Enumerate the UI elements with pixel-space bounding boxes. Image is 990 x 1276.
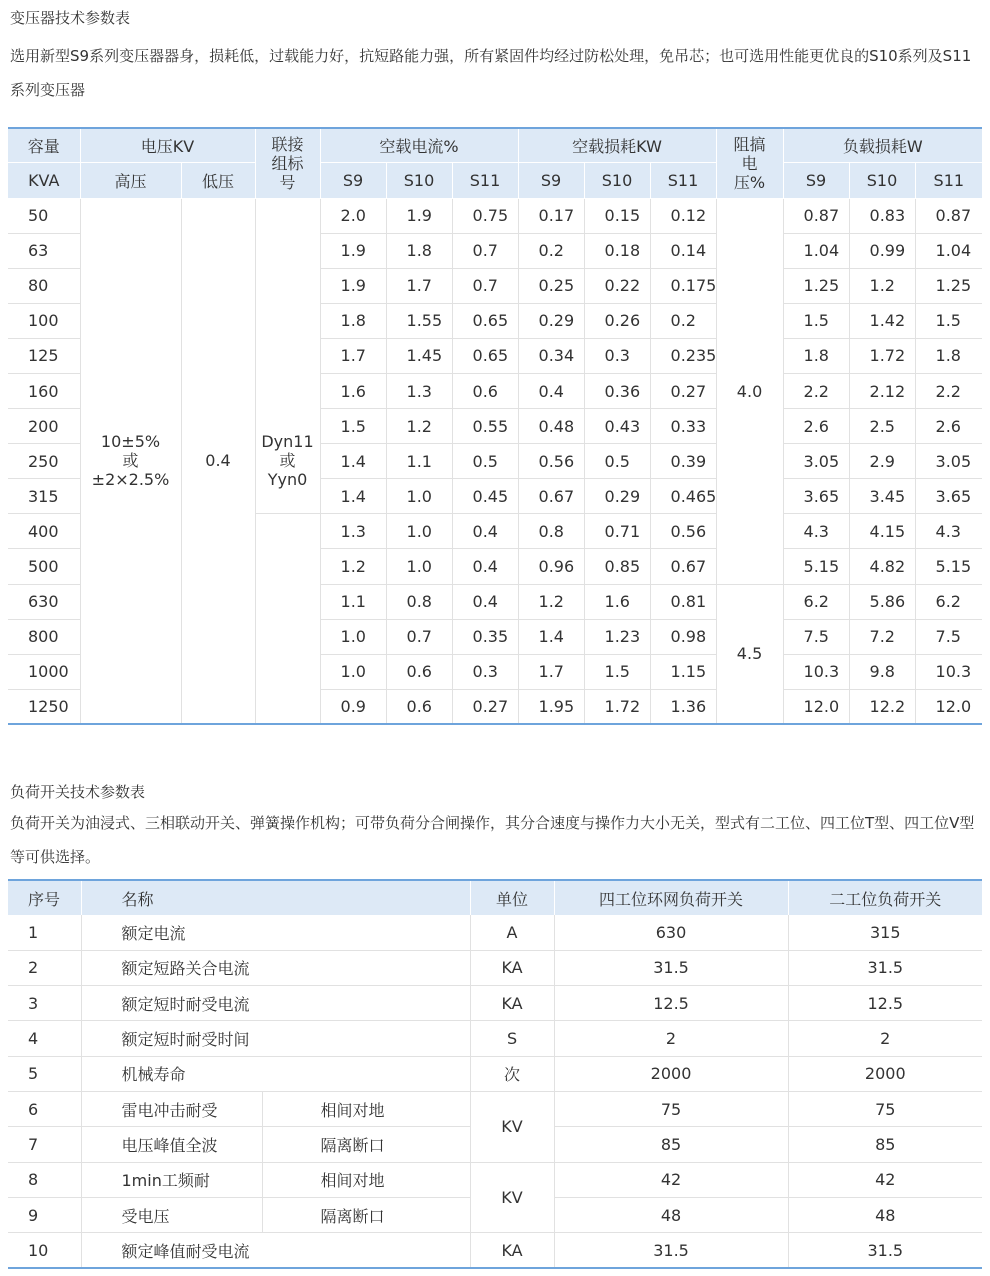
value-n10: 0.15	[584, 198, 650, 233]
value-n11: 0.2	[650, 303, 716, 338]
value-c9: 1.4	[320, 444, 386, 479]
value-l10: 1.42	[849, 303, 915, 338]
capacity-cell: 80	[8, 268, 80, 303]
value-n9: 1.4	[518, 619, 584, 654]
value-c11: 0.4	[452, 584, 518, 619]
switch-name-cell: 额定峰值耐受电流	[81, 1233, 470, 1268]
switch-row	[8, 1162, 982, 1197]
value-l10: 4.82	[849, 549, 915, 584]
switch-name-cell: 雷电冲击耐受	[81, 1091, 262, 1126]
value-c10: 1.0	[386, 514, 452, 549]
value-n10: 0.3	[584, 338, 650, 373]
value-n9: 0.34	[518, 338, 584, 373]
value-l9: 3.65	[783, 479, 849, 514]
capacity-cell: 160	[8, 373, 80, 408]
value-c10: 1.0	[386, 549, 452, 584]
value-c10: 1.1	[386, 444, 452, 479]
value-l10: 2.12	[849, 373, 915, 408]
switch-unit-cell: KV	[470, 1091, 554, 1162]
value-c10: 0.7	[386, 619, 452, 654]
high-voltage-line: 或	[122, 451, 139, 471]
switch-row	[8, 1233, 982, 1268]
value-c9: 1.1	[320, 584, 386, 619]
header-load-s9: S9	[783, 162, 849, 198]
value-l11: 3.05	[915, 444, 982, 479]
value-l10: 5.86	[849, 584, 915, 619]
value-c10: 0.8	[386, 584, 452, 619]
value-l11: 4.3	[915, 514, 982, 549]
value-n11: 0.56	[650, 514, 716, 549]
switch-name-cell: 额定短路关合电流	[81, 950, 470, 985]
switch-no-cell: 10	[28, 1240, 49, 1260]
value-l11: 0.87	[915, 198, 982, 233]
capacity-cell: 200	[8, 409, 80, 444]
connection-line: Yyn0	[267, 470, 308, 490]
switch-four-position-cell: 630	[554, 915, 788, 950]
value-l9: 1.25	[783, 268, 849, 303]
value-l10: 2.5	[849, 409, 915, 444]
switch-two-position-cell: 2	[788, 1021, 982, 1056]
high-voltage-line: ±2×2.5%	[91, 470, 170, 490]
value-l9: 1.8	[783, 338, 849, 373]
value-c9: 1.7	[320, 338, 386, 373]
switch-subname-cell: 隔离断口	[262, 1127, 470, 1162]
capacity-cell: 315	[8, 479, 80, 514]
value-c10: 1.9	[386, 198, 452, 233]
value-l11: 1.5	[915, 303, 982, 338]
transformer-parameters-table	[8, 127, 982, 725]
value-n9: 0.96	[518, 549, 584, 584]
header-two-position: 二工位负荷开关	[788, 880, 982, 915]
capacity-cell: 50	[8, 198, 80, 233]
value-c9: 1.3	[320, 514, 386, 549]
value-l11: 1.04	[915, 233, 982, 268]
switch-no-cell: 1	[8, 915, 81, 950]
switch-two-position-cell: 12.5	[788, 986, 982, 1021]
value-n11: 0.39	[650, 444, 716, 479]
value-n10: 0.43	[584, 409, 650, 444]
value-l9: 4.3	[783, 514, 849, 549]
value-n10: 0.5	[584, 444, 650, 479]
value-c11: 0.7	[452, 233, 518, 268]
value-c9: 2.0	[320, 198, 386, 233]
switch-row	[8, 986, 982, 1021]
switch-section-title: 负荷开关技术参数表	[10, 783, 146, 801]
switch-name-cell: 机械寿命	[81, 1056, 470, 1091]
header-connection-text: 联接组标号	[271, 134, 304, 192]
value-l9: 2.2	[783, 373, 849, 408]
value-n11: 0.27	[650, 373, 716, 408]
value-n9: 0.8	[518, 514, 584, 549]
switch-row	[8, 950, 982, 985]
value-l9: 10.3	[783, 654, 849, 689]
value-c10: 1.7	[386, 268, 452, 303]
value-n11: 0.235	[650, 338, 716, 373]
capacity-cell: 1250	[8, 689, 80, 724]
value-n9: 0.67	[518, 479, 584, 514]
value-c11: 0.65	[452, 338, 518, 373]
value-n11: 1.36	[650, 689, 716, 724]
value-c11: 0.35	[452, 619, 518, 654]
value-n9: 0.4	[518, 373, 584, 408]
switch-no-cell: 7	[8, 1127, 81, 1162]
switch-unit-cell: KA	[470, 1233, 554, 1268]
switch-two-position-cell: 2000	[788, 1056, 982, 1091]
switch-header-row	[8, 880, 982, 915]
value-l11: 1.8	[915, 338, 982, 373]
capacity-cell: 1000	[8, 654, 80, 689]
value-l10: 0.99	[849, 233, 915, 268]
transformer-row	[8, 198, 982, 233]
value-c10: 1.55	[386, 303, 452, 338]
value-n9: 0.29	[518, 303, 584, 338]
value-n9: 1.95	[518, 689, 584, 724]
switch-row	[8, 1021, 982, 1056]
capacity-cell: 800	[8, 619, 80, 654]
switch-row	[8, 915, 982, 950]
value-c11: 0.65	[452, 303, 518, 338]
value-n9: 1.7	[518, 654, 584, 689]
connection-blank-cell	[255, 198, 320, 409]
header-voltage: 电压KV	[80, 128, 255, 162]
switch-unit-cell: S	[470, 1021, 554, 1056]
value-l9: 1.5	[783, 303, 849, 338]
value-l11: 2.6	[915, 409, 982, 444]
value-n10: 0.18	[584, 233, 650, 268]
value-n10: 0.29	[584, 479, 650, 514]
header-connection	[255, 128, 320, 198]
value-n9: 1.2	[518, 584, 584, 619]
transformer-table-body	[8, 198, 982, 724]
switch-unit-cell: KA	[470, 950, 554, 985]
value-l9: 12.0	[783, 689, 849, 724]
impedance-cell: 4.0	[716, 198, 783, 584]
value-c9: 1.8	[320, 303, 386, 338]
switch-four-position-cell: 42	[554, 1162, 788, 1197]
value-c9: 1.9	[320, 268, 386, 303]
header-load-loss: 负载损耗W	[783, 128, 982, 162]
header-current-s11: S11	[452, 162, 518, 198]
switch-four-position-cell: 12.5	[554, 986, 788, 1021]
transformer-header-row-1	[8, 128, 982, 162]
capacity-cell: 630	[8, 584, 80, 619]
value-l10: 1.2	[849, 268, 915, 303]
value-l9: 0.87	[783, 198, 849, 233]
switch-name-cell: 额定电流	[81, 915, 470, 950]
header-high-voltage: 高压	[80, 162, 181, 198]
value-l10: 0.83	[849, 198, 915, 233]
capacity-cell: 125	[8, 338, 80, 373]
value-l11: 5.15	[915, 549, 982, 584]
value-n10: 1.6	[584, 584, 650, 619]
switch-row	[8, 1056, 982, 1091]
low-voltage-cell: 0.4	[181, 198, 255, 724]
value-n9: 0.56	[518, 444, 584, 479]
switch-unit-cell: KV	[470, 1162, 554, 1233]
impedance-cell: 4.5	[716, 584, 783, 724]
value-l11: 7.5	[915, 619, 982, 654]
value-c9: 1.0	[320, 654, 386, 689]
header-four-position: 四工位环网负荷开关	[554, 880, 788, 915]
switch-two-position-cell: 85	[788, 1127, 982, 1162]
transformer-section-description: 选用新型S9系列变压器器身，损耗低，过载能力好，抗短路能力强，所有紧固件均经过防松处理，免吊芯；也可选用性能更优良的S10系列及S11系列变压器	[10, 47, 972, 99]
value-c11: 0.4	[452, 549, 518, 584]
value-l10: 1.72	[849, 338, 915, 373]
value-n10: 0.71	[584, 514, 650, 549]
value-c11: 0.55	[452, 409, 518, 444]
value-c9: 0.9	[320, 689, 386, 724]
switch-unit-cell: KA	[470, 986, 554, 1021]
value-c9: 1.6	[320, 373, 386, 408]
value-n11: 0.14	[650, 233, 716, 268]
value-l11: 3.65	[915, 479, 982, 514]
header-impedance	[716, 128, 783, 198]
value-l11: 1.25	[915, 268, 982, 303]
capacity-cell: 100	[8, 303, 80, 338]
high-voltage-cell	[80, 198, 181, 724]
switch-two-position-cell: 48	[788, 1197, 982, 1232]
switch-no-cell: 8	[8, 1162, 81, 1197]
value-l10: 2.9	[849, 444, 915, 479]
value-c9: 1.9	[320, 233, 386, 268]
value-n10: 0.85	[584, 549, 650, 584]
switch-four-position-cell: 31.5	[554, 950, 788, 985]
switch-no-cell: 5	[8, 1056, 81, 1091]
value-n9: 0.17	[518, 198, 584, 233]
value-l10: 7.2	[849, 619, 915, 654]
switch-no-cell: 3	[8, 986, 81, 1021]
value-c10: 1.2	[386, 409, 452, 444]
value-n11: 0.81	[650, 584, 716, 619]
value-c9: 1.5	[320, 409, 386, 444]
value-c10: 1.3	[386, 373, 452, 408]
transformer-section-title: 变压器技术参数表	[10, 9, 131, 27]
value-c10: 0.6	[386, 689, 452, 724]
value-l9: 3.05	[783, 444, 849, 479]
value-n9: 0.25	[518, 268, 584, 303]
value-l11: 12.0	[915, 689, 982, 724]
header-noload-current: 空载电流%	[320, 128, 518, 162]
switch-two-position-cell: 31.5	[788, 950, 982, 985]
value-c11: 0.45	[452, 479, 518, 514]
switch-subname-cell: 相间对地	[262, 1091, 470, 1126]
value-l10: 4.15	[849, 514, 915, 549]
value-n10: 0.26	[584, 303, 650, 338]
value-l11: 2.2	[915, 373, 982, 408]
value-l10: 12.2	[849, 689, 915, 724]
header-noload-s10: S10	[584, 162, 650, 198]
header-impedance-text: 阻搞电压%	[733, 134, 766, 192]
connection-blank-cell	[255, 514, 320, 725]
value-n10: 1.23	[584, 619, 650, 654]
switch-four-position-cell: 75	[554, 1091, 788, 1126]
value-c10: 1.8	[386, 233, 452, 268]
value-n9: 0.2	[518, 233, 584, 268]
value-l9: 7.5	[783, 619, 849, 654]
switch-table-body	[8, 915, 982, 1268]
header-current-s9: S9	[320, 162, 386, 198]
value-l10: 3.45	[849, 479, 915, 514]
value-l11: 10.3	[915, 654, 982, 689]
header-noload-s9: S9	[518, 162, 584, 198]
value-c10: 1.45	[386, 338, 452, 373]
value-c10: 1.0	[386, 479, 452, 514]
value-n11: 0.67	[650, 549, 716, 584]
header-capacity: 容量	[8, 128, 80, 162]
switch-name-cell: 1min工频耐	[81, 1162, 262, 1197]
value-c11: 0.3	[452, 654, 518, 689]
value-n11: 0.175	[650, 268, 716, 303]
value-c9: 1.4	[320, 479, 386, 514]
value-l9: 1.04	[783, 233, 849, 268]
header-name: 名称	[81, 880, 470, 915]
header-unit: 单位	[470, 880, 554, 915]
value-n11: 0.12	[650, 198, 716, 233]
switch-two-position-cell: 42	[788, 1162, 982, 1197]
switch-two-position-cell: 315	[788, 915, 982, 950]
high-voltage-line: 10±5%	[100, 432, 161, 452]
connection-line: 或	[279, 451, 296, 471]
capacity-cell: 400	[8, 514, 80, 549]
header-load-s11: S11	[915, 162, 982, 198]
switch-name-cell: 受电压	[81, 1197, 262, 1232]
value-n9: 0.48	[518, 409, 584, 444]
header-no: 序号	[8, 880, 81, 915]
value-n10: 1.72	[584, 689, 650, 724]
switch-no-cell: 4	[8, 1021, 81, 1056]
value-l9: 5.15	[783, 549, 849, 584]
switch-four-position-cell: 48	[554, 1197, 788, 1232]
switch-row	[8, 1091, 982, 1126]
switch-unit-cell: A	[470, 915, 554, 950]
header-current-s10: S10	[386, 162, 452, 198]
header-capacity-unit: KVA	[8, 162, 80, 198]
value-c11: 0.27	[452, 689, 518, 724]
transformer-header-row-2	[8, 162, 982, 198]
switch-subname-cell: 相间对地	[262, 1162, 470, 1197]
switch-four-position-cell: 31.5	[554, 1233, 788, 1268]
switch-four-position-cell: 2000	[554, 1056, 788, 1091]
value-c11: 0.4	[452, 514, 518, 549]
connection-line: Dyn11	[261, 432, 314, 452]
capacity-cell: 250	[8, 444, 80, 479]
switch-name-cell: 额定短时耐受时间	[81, 1021, 470, 1056]
value-n10: 0.22	[584, 268, 650, 303]
header-noload-loss: 空载损耗KW	[518, 128, 716, 162]
value-n11: 1.15	[650, 654, 716, 689]
switch-name-cell: 额定短时耐受电流	[81, 986, 470, 1021]
switch-two-position-cell: 75	[788, 1091, 982, 1126]
switch-name-cell: 电压峰值全波	[81, 1127, 262, 1162]
value-c9: 1.2	[320, 549, 386, 584]
load-switch-parameters-table	[8, 879, 982, 1269]
header-noload-s11: S11	[650, 162, 716, 198]
value-n11: 0.98	[650, 619, 716, 654]
connection-group-cell	[255, 409, 320, 514]
value-l11: 6.2	[915, 584, 982, 619]
value-l9: 2.6	[783, 409, 849, 444]
value-n10: 1.5	[584, 654, 650, 689]
value-c9: 1.0	[320, 619, 386, 654]
switch-no-cell: 2	[8, 950, 81, 985]
switch-two-position-cell: 31.5	[788, 1233, 982, 1268]
capacity-cell: 63	[8, 233, 80, 268]
value-l10: 9.8	[849, 654, 915, 689]
switch-four-position-cell: 85	[554, 1127, 788, 1162]
value-n10: 0.36	[584, 373, 650, 408]
capacity-cell: 500	[8, 549, 80, 584]
value-c11: 0.75	[452, 198, 518, 233]
value-c11: 0.5	[452, 444, 518, 479]
value-n11: 0.465	[650, 479, 716, 514]
switch-no-cell: 6	[8, 1091, 81, 1126]
header-load-s10: S10	[849, 162, 915, 198]
value-l9: 6.2	[783, 584, 849, 619]
value-c11: 0.6	[452, 373, 518, 408]
switch-section-description: 负荷开关为油浸式、三相联动开关、弹簧操作机构；可带负荷分合闸操作，其分合速度与操作力大小无关，型式有二工位、四工位T型、四工位V型等可供选择。	[10, 814, 975, 866]
value-c10: 0.6	[386, 654, 452, 689]
switch-no-cell: 9	[8, 1197, 81, 1232]
switch-subname-cell: 隔离断口	[262, 1197, 470, 1232]
value-n11: 0.33	[650, 409, 716, 444]
switch-four-position-cell: 2	[554, 1021, 788, 1056]
header-low-voltage: 低压	[181, 162, 255, 198]
value-c11: 0.7	[452, 268, 518, 303]
switch-unit-cell: 次	[470, 1056, 554, 1091]
